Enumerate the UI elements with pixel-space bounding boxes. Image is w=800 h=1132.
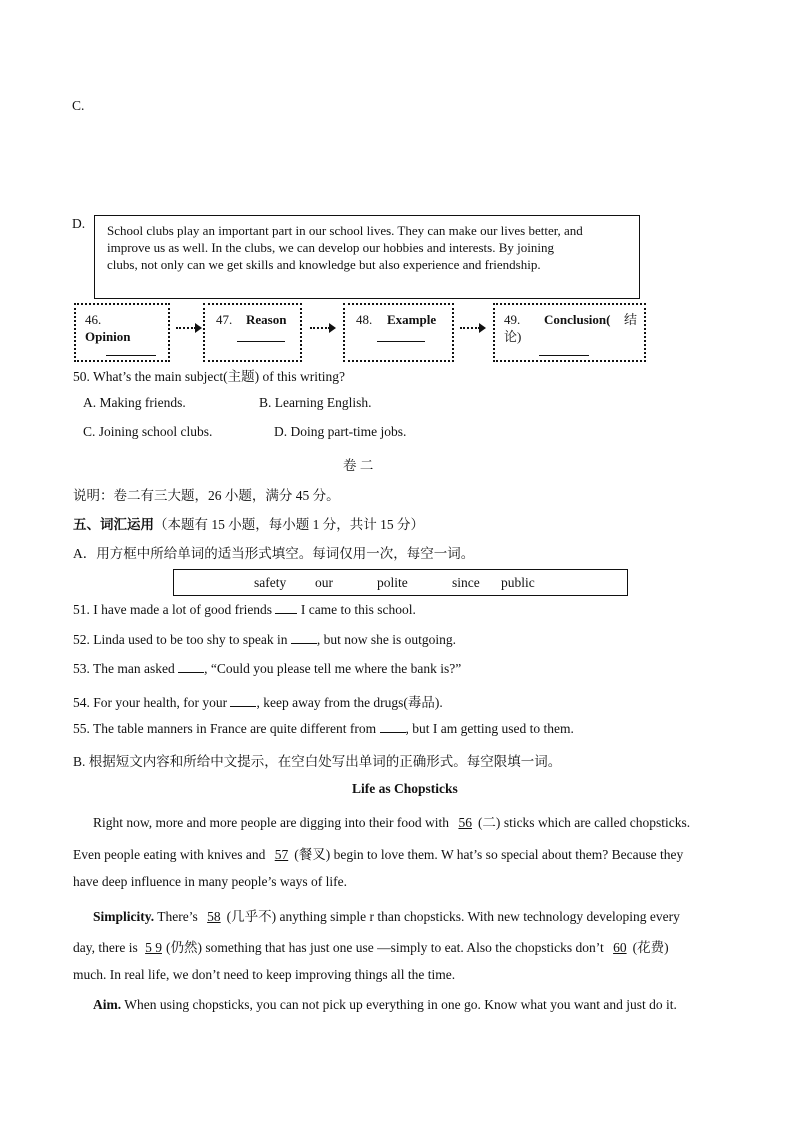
flow-number: 49. [504, 312, 521, 327]
answer-blank-59[interactable]: 5 9 [145, 940, 162, 955]
article-text: When using chopsticks, you can not pick up everything in one go. Know what you want and just do it. [124, 997, 677, 1012]
flow-number: 46. [85, 312, 102, 327]
flow-arrow-icon [176, 322, 202, 334]
answer-blank-54[interactable] [230, 706, 256, 707]
passage-box [94, 215, 640, 299]
answer-blank-52[interactable] [291, 643, 317, 644]
hint-59: (仍然) [165, 940, 202, 955]
sentence-53 [73, 661, 461, 677]
flow-box-conclusion [493, 303, 646, 362]
section-c-label: C. [72, 98, 85, 113]
paper2-title: 卷 二 [343, 458, 374, 473]
flow-label: Conclusion( [544, 312, 611, 327]
flow-label-cont: 结 [624, 312, 638, 327]
sentence-51 [73, 602, 416, 618]
article-line [93, 905, 680, 925]
article-text: something that has just one use —simply to eat. Also the chopsticks don’t [205, 940, 604, 955]
answer-blank-53[interactable] [178, 672, 204, 673]
flow-box-opinion [74, 303, 170, 362]
answer-blank-56[interactable]: 56 [458, 815, 472, 830]
answer-blank-47[interactable] [237, 341, 285, 342]
paragraph-heading: Aim. [93, 997, 122, 1012]
flow-label: Opinion [85, 329, 131, 344]
article-line: much. In real life, we don’t need to keep improving things all the time. [73, 967, 456, 982]
answer-blank-49[interactable] [539, 355, 589, 356]
q50-option-d[interactable]: D. Doing part-time jobs. [274, 424, 407, 439]
q50-option-b[interactable]: B. Learning English. [259, 395, 372, 410]
hint-56: (二) [477, 815, 501, 830]
q50-stem: 50. What’s the main subject(主题) of this writing? [73, 369, 345, 384]
passage-line: clubs, not only can we get skills and knowledge but also experience and friendship. [107, 257, 541, 272]
flow-label: Example [387, 312, 437, 327]
article-text: Even people eating with knives and [73, 847, 266, 862]
article-line [93, 811, 690, 831]
word-item: safety [254, 575, 287, 590]
sentence-text: , but now she is outgoing. [316, 632, 456, 647]
section-d-label: D. [72, 216, 86, 231]
hint-57: (餐叉) [294, 847, 331, 862]
sentence-52 [73, 632, 456, 648]
article-text: Right now, more and more people are digging into their food with [93, 815, 450, 830]
flow-box-example [343, 303, 454, 362]
flow-arrow-icon [310, 322, 336, 334]
article-title: Life as Chopsticks [352, 781, 458, 796]
paper2-note: 说明：卷二有三大题，26 小题，满分 45 分。 [73, 488, 340, 503]
sentence-text: 51. I have made a lot of good friends [73, 602, 273, 617]
sentence-54 [73, 691, 443, 711]
article-text: anything simple r than chopsticks. With new technology developing every [279, 909, 680, 924]
answer-blank-46[interactable] [106, 355, 156, 356]
flow-box-reason [203, 303, 302, 362]
hint-60: (花费) [632, 940, 669, 955]
flow-label-cont: 论) [504, 329, 522, 344]
article-text: begin to love them. W hat’s so special about them? Because they [333, 847, 684, 862]
word-item: public [501, 575, 535, 590]
word-item: since [452, 575, 480, 590]
paragraph-heading: Simplicity. [93, 909, 155, 924]
part-b-instruction: B. 根据短文内容和所给中文提示，在空白处写出单词的正确形式。每空限填一词。 [73, 754, 562, 769]
q50-option-a[interactable]: A. Making friends. [83, 395, 186, 410]
answer-blank-60[interactable]: 60 [613, 940, 627, 955]
article-line [73, 936, 669, 956]
sentence-text: I came to this school. [300, 602, 416, 617]
part5-heading [73, 513, 424, 533]
answer-blank-51[interactable] [275, 613, 297, 614]
answer-blank-48[interactable] [377, 341, 425, 342]
part-a-instruction: A．用方框中所给单词的适当形式填空。每词仅用一次，每空一词。 [73, 546, 475, 561]
passage-line: School clubs play an important part in our school lives. They can make our lives better, and [107, 223, 583, 238]
article-text: sticks which are called chopsticks. [503, 815, 691, 830]
sentence-text: , keep away from the drugs(毒品). [256, 695, 443, 710]
article-text: There’s [157, 909, 198, 924]
article-line [93, 997, 677, 1013]
sentence-text: 53. The man asked [73, 661, 175, 676]
word-box [173, 569, 628, 596]
hint-58: (几乎不) [226, 909, 277, 924]
article-line [73, 843, 683, 863]
answer-blank-58[interactable]: 58 [207, 909, 221, 924]
word-item: our [315, 575, 333, 590]
passage-line: improve us as well. In the clubs, we can develop our hobbies and interests. By joining [107, 240, 554, 255]
q50-option-c[interactable]: C. Joining school clubs. [83, 424, 213, 439]
part5-note: （本题有 15 小题，每小题 1 分，共计 15 分） [154, 517, 424, 532]
flow-number: 48. [356, 312, 373, 327]
sentence-55 [73, 721, 574, 737]
flow-number: 47. [216, 312, 233, 327]
answer-blank-57[interactable]: 57 [274, 847, 289, 862]
article-line: have deep influence in many people’s ways of life. [73, 874, 348, 889]
article-text: day, there is [73, 940, 138, 955]
sentence-text: 55. The table manners in France are quite different from [73, 721, 377, 736]
sentence-text: , “Could you please tell me where the bank is?” [204, 661, 462, 676]
word-item: polite [377, 575, 408, 590]
answer-blank-55[interactable] [380, 732, 406, 733]
sentence-text: 54. For your health, for your [73, 695, 228, 710]
sentence-text: , but I am getting used to them. [405, 721, 574, 736]
part5-title: 五、词汇运用 [73, 517, 154, 532]
flow-arrow-icon [460, 322, 486, 334]
flow-label: Reason [246, 312, 287, 327]
sentence-text: 52. Linda used to be too shy to speak in [73, 632, 288, 647]
